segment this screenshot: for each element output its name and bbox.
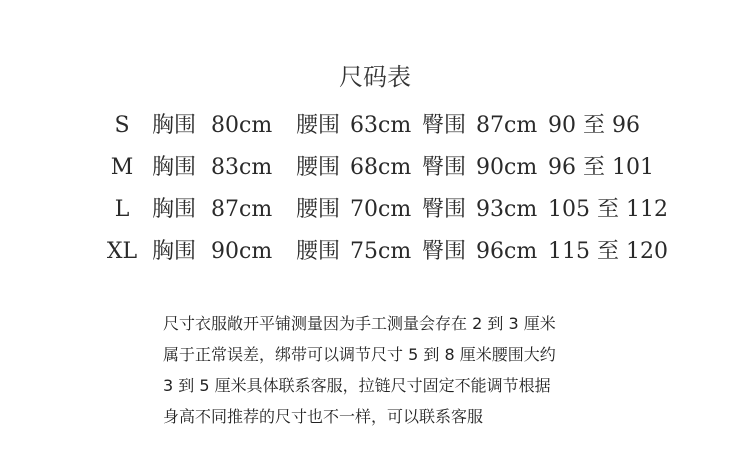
chest-value: 83cm	[211, 155, 273, 180]
height-range: 115 至 120	[548, 239, 668, 264]
size-row-s	[0, 110, 750, 142]
note-line: 3 到 5 厘米具体联系客服，拉链尺寸固定不能调节根据	[163, 376, 551, 395]
chest-value: 87cm	[211, 197, 273, 222]
hip-value: 87cm	[476, 113, 538, 138]
size-label: S	[114, 113, 130, 138]
note-line: 尺寸衣服敞开平铺测量因为手工测量会存在 2 到 3 厘米	[163, 314, 556, 333]
measurement-notes	[163, 308, 633, 432]
hip-value: 90cm	[476, 155, 538, 180]
chest-label: 胸围	[152, 197, 197, 222]
size-row-l	[0, 194, 750, 226]
waist-value: 68cm	[350, 155, 412, 180]
size-label: L	[114, 197, 130, 222]
hip-value: 93cm	[476, 197, 538, 222]
hip-label: 臀围	[422, 197, 467, 222]
chest-label: 胸围	[152, 155, 197, 180]
waist-value: 63cm	[350, 113, 412, 138]
waist-label: 腰围	[296, 197, 341, 222]
waist-value: 70cm	[350, 197, 412, 222]
size-label: XL	[106, 239, 138, 264]
page-title: 尺码表	[339, 63, 411, 91]
chest-value: 80cm	[211, 113, 273, 138]
chest-label: 胸围	[152, 113, 197, 138]
height-range: 90 至 96	[548, 113, 640, 138]
waist-label: 腰围	[296, 239, 341, 264]
height-range: 105 至 112	[548, 197, 668, 222]
note-line: 属于正常误差，绑带可以调节尺寸 5 到 8 厘米腰围大约	[163, 345, 556, 364]
hip-value: 96cm	[476, 239, 538, 264]
size-row-m	[0, 152, 750, 184]
waist-value: 75cm	[350, 239, 412, 264]
note-line: 身高不同推荐的尺寸也不一样，可以联系客服	[163, 407, 484, 426]
chest-value: 90cm	[211, 239, 273, 264]
waist-label: 腰围	[296, 155, 341, 180]
size-row-xl	[0, 236, 750, 268]
size-label: M	[110, 155, 134, 180]
chest-label: 胸围	[152, 239, 197, 264]
waist-label: 腰围	[296, 113, 341, 138]
hip-label: 臀围	[422, 239, 467, 264]
height-range: 96 至 101	[548, 155, 654, 180]
hip-label: 臀围	[422, 113, 467, 138]
hip-label: 臀围	[422, 155, 467, 180]
